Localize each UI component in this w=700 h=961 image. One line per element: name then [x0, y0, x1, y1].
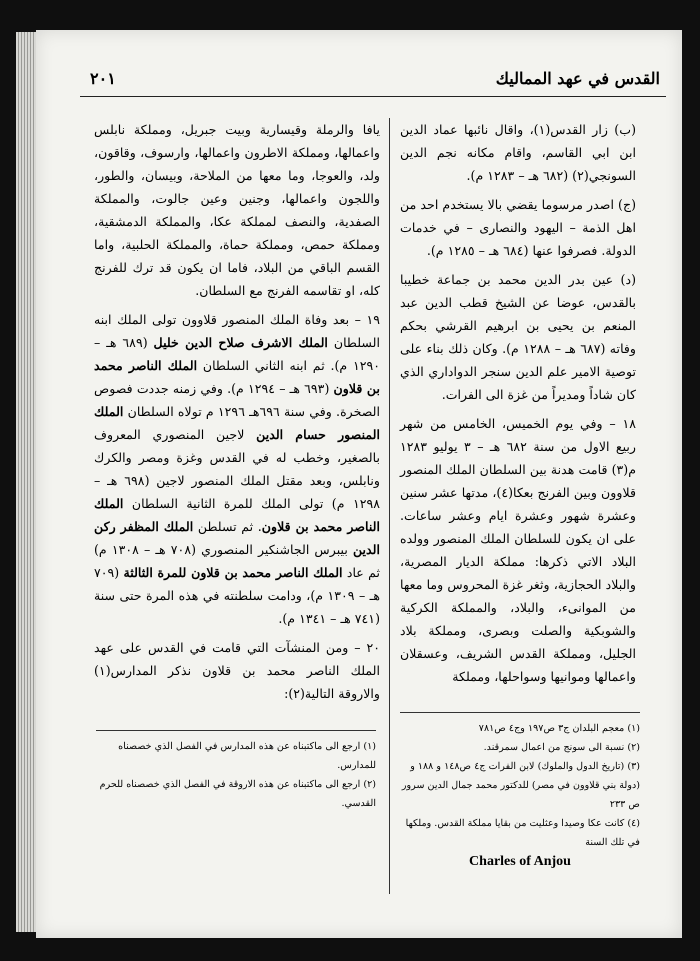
- paragraph-18: ١٨ – وفي يوم الخميس، الخامس من شهر ربيع الاول من سنة ٦٨٢ هـ – ٣ يوليو ١٢٨٣ م(٣) قامت هدنة بين السلطان الملك المنصور قلاوون وبين الفرنج بعكا(٤)، مدتها عشر سنين وعشرة شهور وعشرة ايام وعشر ساعات. على ان يكون للسلطان الملك المنصور وولده البلاد الاتي ذكرها: مملكة الديار المصرية، والبلاد الحجازية، وثغر غزة المحروس وما معها من الموانىء، والبلاد، والمملكة الكركية والشوبكية والصلت وبصرى، ومملكة بلاد الجليل، ومملكة القدس الشريف، وعسقلان واعمالها وموانيها وسواحلها، ومملكة: [400, 416, 636, 684]
- ruler-name: الملك الناصر محمد بن قلاون للمرة الثالثة: [123, 565, 343, 580]
- ruler-name: الملك الناصر محمد بن قلاون: [94, 496, 380, 534]
- paragraph-continued: [94, 118, 380, 302]
- ruler-name: الملك الاشرف صلاح الدين خليل: [153, 335, 328, 350]
- paragraph-19: [94, 308, 380, 630]
- paragraph-d: (د) عين بدر الدين محمد بن جماعة خطيبا بالقدس، عوضا عن الشيخ قطب الدين عبد المنعم بن يحيى بن ابرهيم القرشي بحكم وفاته (٦٨٧ هـ – ١٢٨٨ م). وكان ذلك بناء على توصية الامير علم الدين سنجر الدواداري الذي كان شاداً ومديراً من غزة الى الفرات.: [400, 272, 637, 402]
- column-divider: [389, 118, 390, 894]
- footnote: (٢) ارجع الى ماكتبناه عن هذه الاروقة في الفصل الذي خصصناه للحرم القدسي.: [99, 779, 376, 809]
- paragraph-b: (ب) زار القدس(١)، واقال نائبها عماد الدين ابن ابي القاسم، واقام مكانه نجم الدين السونجي(٢) (٦٨٢ هـ – ١٢٨٣ م).: [400, 122, 636, 183]
- footnote: (٢) نسبة الى سونج من اعمال سمرقند.: [483, 742, 640, 753]
- footnote: (١) ارجع الى ماكتبناه عن هذه المدارس في الفصل الذي خصصناه للمدارس.: [118, 741, 376, 771]
- footnote: (٤) كانت عكا وصيدا وعثليت من بقايا مملكة القدس. وملكها في تلك السنة: [405, 818, 640, 848]
- text-run: لاجين المنصوري المعروف بالصغير، وخطب له في القدس وغزة ومصر والكرك ونابلس، وبعد مقتل الملك المنصور لاجين (٦٩٨ هـ – ١٢٩٨ م) تولى الملك للمرة الثانية السلطان: [94, 427, 380, 511]
- running-title: القدس في عهد المماليك: [495, 69, 660, 88]
- running-header: [90, 58, 660, 88]
- ruler-name: الملك الناصر محمد بن قلاون: [94, 358, 381, 396]
- text-run: ١٩ – بعد وفاة الملك المنصور قلاوون تولى الملك ابنه السلطان: [94, 312, 380, 350]
- text-run: يافا والرملة وقيسارية وبيت جبريل، ومملكة نابلس واعمالها، ومملكة الاطرون واعمالها، وارسوف، وقاقون، ولد، والعوجا، وما معها من الملاحة، وبيسان، والطور، واللجون واعمالها، وجنين وعين جالوت، والمملكة الصفدية، والنصف لمملكة عكا، والمملكة الدمشقية، ومملكة حمص، ومملكة حماة، والمملكة الحلبية، واما القسم الباقي من البلاد، فاما ان يكون قد ترك للفرنج كله، او تقاسمه الفرنج مع السلطان.: [94, 122, 380, 298]
- ruler-name: الملك المنصور حسام الدين: [94, 404, 380, 442]
- page-number: ٢٠١: [90, 69, 116, 88]
- text-run: ٢٠ – ومن المنشآت التي قامت في القدس على عهد الملك الناصر محمد بن قلاون نذكر المدارس(١) والاروقة التالية(٢):: [94, 640, 380, 701]
- text-run: (٧٠٩ هـ – ١٣٠٩ م)، ودامت سلطنته في هذه المرة حتى سنة (٧٤١ هـ – ١٣٤١ م).: [94, 565, 380, 626]
- footnote: (١) معجم البلدان ج٣ ص١٩٧ وج٤ ص٧٨١: [478, 723, 640, 734]
- paragraph-c: (ج) اصدر مرسوما يقضي بالا يستخدم احد من اهل الذمة – اليهود والنصارى – في خدمات الدولة. فصرفوا عنها (٦٨٤ هـ – ١٢٨٥ م).: [400, 197, 636, 258]
- text-run: بيبرس الجاشنكير المنصوري (٧٠٨ هـ – ١٣٠٨ م) ثم عاد: [94, 542, 380, 580]
- right-column: [400, 118, 636, 694]
- footnote: (٣) (تاريخ الدول والملوك) لابن الفرات ج٤ ص١٤٨ و ١٨٨ و (دولة بني قلاوون في مصر) للدكتور محمد جمال الدين سرور ص ٢٣٣: [401, 761, 640, 810]
- text-run: . ثم تسلطن: [193, 519, 262, 534]
- text-run: (٦٨٩ هـ – ١٢٩٠ م). ثم ابنه الثاني السلطان: [94, 335, 380, 373]
- latin-name: Charles of Anjou: [469, 854, 571, 869]
- text-run: (٦٩٣ هـ – ١٢٩٤ م). وفي زمنه جددت فصوص الصخرة. وفي سنة ٦٩٦هـ ١٢٩٦ م تولاه السلطان: [94, 381, 380, 419]
- paragraph-20: [94, 636, 380, 705]
- left-column: [94, 118, 380, 711]
- ruler-name: الملك المظفر ركن الدين: [94, 519, 381, 557]
- right-footnotes: [400, 712, 640, 871]
- header-rule: [80, 96, 666, 97]
- left-footnotes: [96, 730, 376, 813]
